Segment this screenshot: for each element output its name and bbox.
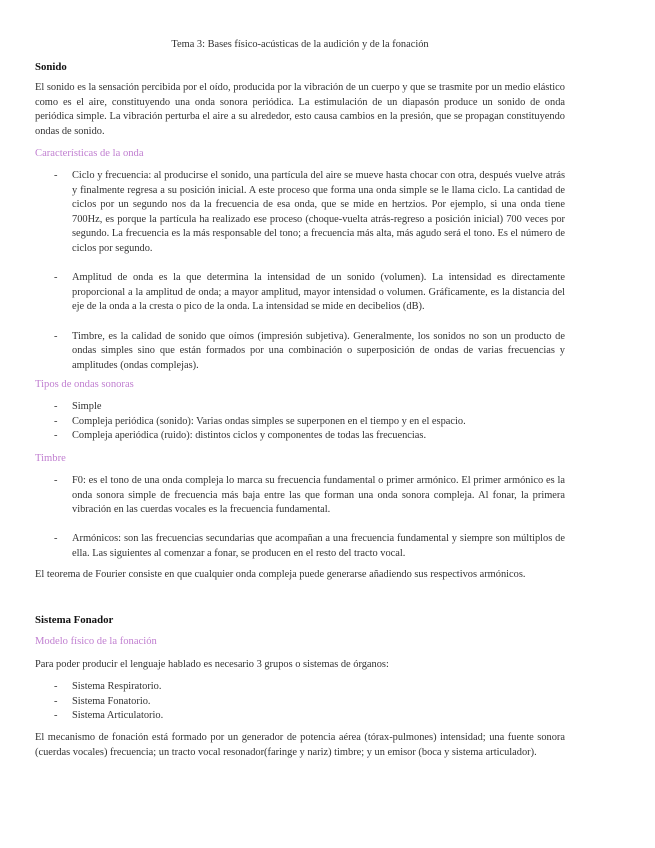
heading-sistema-fonador: Sistema Fonador — [35, 614, 114, 626]
list-item-compleja-aperiodica: - Compleja aperiódica (ruido): distintos ciclos y componentes de todas las frecuencias. — [35, 429, 565, 444]
paragraph-mecanismo: El mecanismo de fonación está formado por un generador de potencia aérea (tórax-pulmones) intensidad; una fuente sonora (cuerdas vocales) frecuencia; un tracto vocal resonador(faringe y nariz) timbre; y un emisor (boca y sistema articulador). — [35, 732, 565, 758]
list-item-timbre: - Timbre, es la calidad de sonido que oímos (impresión subjetiva). Generalmente, los sonidos no son un producto de ondas simples sino que están formados por una combinación o superposición de ondas de varias frecuencias y amplitudes (ondas complejas). — [35, 330, 565, 374]
paragraph-sistemas-intro: Para poder producir el lenguaje hablado es necesario 3 grupos o sistemas de órganos: — [35, 659, 389, 670]
list-tipos — [35, 400, 565, 444]
heading-sonido: Sonido — [35, 61, 67, 73]
list-item-f0: - F0: es el tono de una onda compleja lo marca su frecuencia fundamental o primer armónico. El primer armónico es la onda sonora simple de frecuencia más baja entre las que forman una onda sonora compleja. Al fonar, la primera vibración en las cuerdas vocales es la frecuencia fundamental. — [35, 474, 565, 518]
list-caracteristicas — [35, 169, 565, 373]
list-sistemas — [35, 680, 565, 724]
list-item-ciclo-frecuencia: - Ciclo y frecuencia: al producirse el sonido, una partícula del aire se mueve hasta chocar con otra, después vuelve atrás y finalmente regresa a su posición inicial. A este proceso que forma una onda simple se le llama ciclo. La cantidad de ciclos por un segundo nos da la frecuencia de esa onda, que se mide en hertzios. Por ejemplo, si una onda tiene 700Hz, es porque la partícula ha realizado ese proceso (choque-vuelta atrás-regreso a posición inicial) 700 veces por segundo. La frecuencia es la más responsable del tono; a frecuencia más alta, más agudo será el tono. Es el número de ciclos por segundo. — [35, 169, 565, 257]
list-item-respiratorio: - Sistema Respiratorio. — [35, 680, 565, 695]
list-item-simple: - Simple — [35, 400, 565, 415]
subheading-modelo-fisico: Modelo físico de la fonación — [35, 636, 157, 647]
paragraph-fourier: El teorema de Fourier consiste en que cualquier onda compleja puede generarse añadiendo sus respectivos armónicos. — [35, 569, 526, 580]
paragraph-sonido-intro: El sonido es la sensación percibida por el oído, producida por la vibración de un cuerpo y que se trasmite por un medio elástico como es el aire, constituyendo una onda sonora periódica. La estimulación de un diapasón produce un sonido de onda periódica simple. La vibración perturba el aire a su alrededor, esto causa cambios en la presión, que se propagan constituyendo ondas de sonido. — [35, 82, 565, 137]
list-item-compleja-periodica: - Compleja periódica (sonido): Varias ondas simples se superponen en el tiempo y en el espacio. — [35, 415, 565, 430]
list-item-fonatorio: - Sistema Fonatorio. — [35, 695, 565, 710]
document-title: Tema 3: Bases físico-acústicas de la audición y de la fonación — [171, 39, 429, 50]
subheading-timbre: Timbre — [35, 453, 66, 464]
list-item-articulatorio: - Sistema Articulatorio. — [35, 709, 565, 724]
list-item-armonicos: - Armónicos: son las frecuencias secundarias que acompañan a una frecuencia fundamental y siempre son múltiplos de ella. Las siguientes al comenzar a fonar, se producen en el resto del tracto vocal. — [35, 532, 565, 561]
list-item-amplitud: - Amplitud de onda es la que determina la intensidad de un sonido (volumen). La intensidad es directamente proporcional a la amplitud de onda; a mayor amplitud, mayor intensidad o volumen. Gráficamente, es la distancia del eje de la onda a la cresta o pico de la onda. La intensidad se mide en decibelios (dB). — [35, 271, 565, 315]
subheading-caracteristicas: Características de la onda — [35, 148, 144, 159]
subheading-tipos: Tipos de ondas sonoras — [35, 379, 134, 390]
list-timbre — [35, 474, 565, 562]
